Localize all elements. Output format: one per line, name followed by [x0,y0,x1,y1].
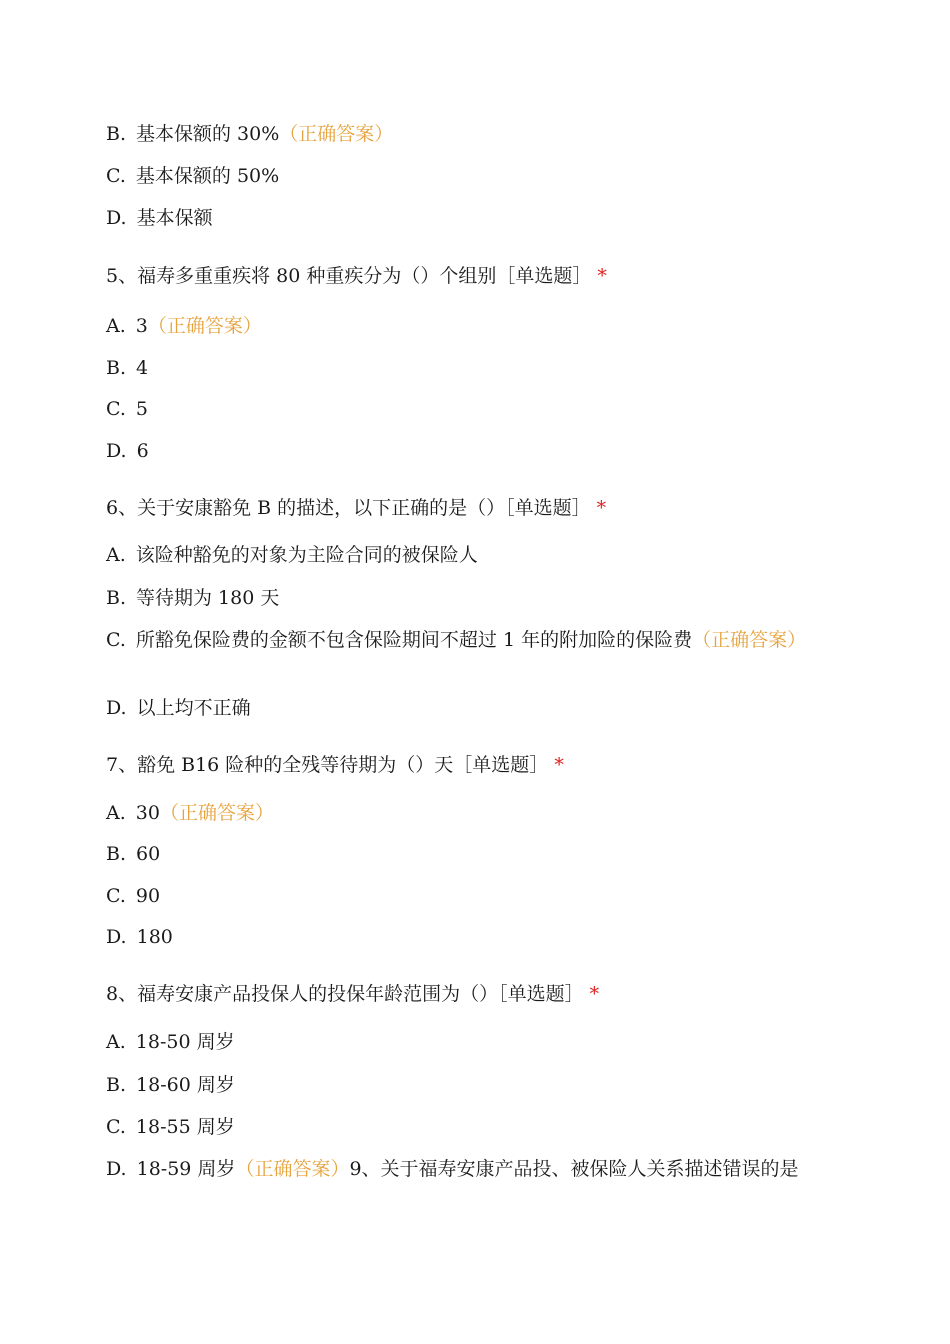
option-text: 30 [135,802,160,824]
q5-option-b [106,356,826,380]
correct-answer-label: （正确答案） [279,123,394,145]
correct-answer-label: （正确答案） [159,802,274,824]
option-text: 以上均不正确 [136,697,251,719]
option-letter: B. [106,1074,127,1096]
q8-option-a [106,1030,826,1054]
q7-option-c [106,884,826,908]
option-text: 180 [136,926,173,948]
q8-option-c [106,1115,826,1139]
option-letter: C. [106,165,126,187]
option-text: 4 [136,357,149,379]
q6-option-b [106,586,826,610]
option-text: 18-55 周岁 [135,1116,235,1138]
option-letter: B. [106,357,127,379]
q6-option-d [106,696,826,720]
q8-option-b [106,1073,826,1097]
q7-title [106,753,826,777]
option-letter: D. [106,1158,127,1180]
q5-option-a [106,314,826,338]
option-text: 基本保额的 30% [136,123,280,145]
option-letter: C. [106,1116,126,1138]
q5-title [106,264,826,288]
option-letter: A. [106,315,126,337]
option-text: 18-60 周岁 [136,1074,235,1096]
q8-title [106,982,826,1006]
option-text: 所豁免保险费的金额不包含保险期间不超过 1 年的附加险的保险费 [135,629,693,651]
option-letter: C. [106,885,126,907]
option-letter: D. [106,440,127,462]
option-letter: D. [106,207,127,229]
option-letter: A. [106,802,126,824]
required-mark: * [597,265,607,287]
q6-option-c [106,628,811,652]
q4-option-d [106,206,826,230]
correct-answer-label: （正确答案） [692,629,807,651]
correct-answer-label: （正确答案） [235,1158,350,1180]
option-text: 18-50 周岁 [135,1031,235,1053]
q9-title: 9、关于福寿安康产品投、被保险人关系描述错误的是 [349,1158,799,1180]
option-text: 等待期为 180 天 [136,587,280,609]
q7-option-d [106,925,826,949]
option-text: 60 [136,843,161,865]
option-letter: A. [106,544,126,566]
option-letter: B. [106,587,127,609]
q8-option-d [106,1157,836,1181]
required-mark: * [589,983,600,1005]
q5-option-d [106,439,826,463]
question-text: 8、福寿安康产品投保人的投保年龄范围为（）［单选题］ [106,983,584,1005]
q7-option-a [106,801,826,825]
q5-option-c [106,397,826,421]
option-text: 该险种豁免的对象为主险合同的被保险人 [135,544,478,566]
option-text: 3 [135,315,148,337]
required-mark: * [596,497,607,519]
required-mark: * [554,754,564,776]
q7-option-b [106,842,826,866]
q6-title [106,496,826,520]
option-text: 基本保额的 50% [135,165,280,187]
option-text: 18-59 周岁 [136,1158,236,1180]
option-text: 基本保额 [136,207,213,229]
option-letter: D. [106,697,127,719]
question-text: 7、豁免 B16 险种的全残等待期为（）天［单选题］ [106,754,549,776]
option-text: 6 [136,440,149,462]
option-letter: D. [106,926,127,948]
option-text: 5 [135,398,148,420]
correct-answer-label: （正确答案） [147,315,262,337]
q6-option-a [106,543,826,567]
q4-option-c [106,164,826,188]
question-text: 5、福寿多重重疾将 80 种重疾分为（）个组别［单选题］ [106,265,592,287]
question-text: 6、关于安康豁免 B 的描述，以下正确的是（）［单选题］ [106,497,591,519]
option-letter: C. [106,629,126,651]
q4-option-b [106,122,826,146]
option-letter: C. [106,398,126,420]
option-letter: A. [106,1031,126,1053]
option-text: 90 [135,885,161,907]
option-letter: B. [106,843,127,865]
option-letter: B. [106,123,127,145]
